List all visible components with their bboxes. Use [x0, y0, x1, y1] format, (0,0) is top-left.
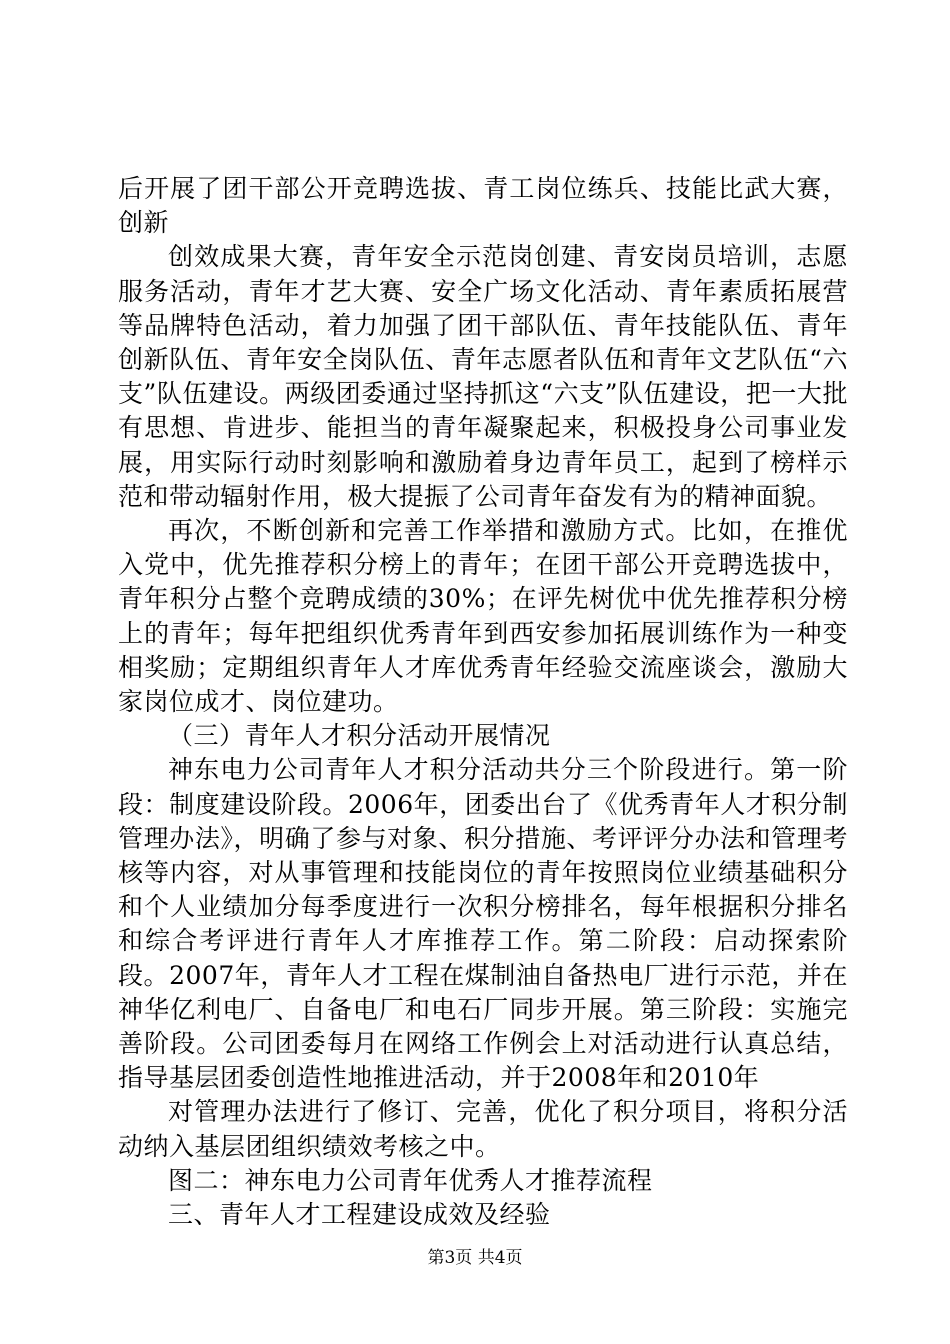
paragraph-1: 后开展了团干部公开竞聘选拔、青工岗位练兵、技能比武大赛，创新	[118, 174, 848, 238]
section-heading-3: （三）青年人才积分活动开展情况	[168, 721, 551, 751]
paragraph-3: 再次，不断创新和完善工作举措和激励方式。比如，在推优入党中，优先推荐积分榜上的青年；在团干部公开竞聘选拔中，青年积分占整个竞聘成绩的30%；在评先树优中优先推荐积分榜上的青年；每年把组织优秀青年到西安参加拓展训练作为一种变相奖励；定期组织青年人才库优秀青年经验交流座谈会，激励大家岗位成才、岗位建功。	[118, 516, 848, 717]
section-heading: 三、青年人才工程建设成效及经验	[168, 1200, 551, 1230]
figure-caption: 图二：神东电力公司青年优秀人才推荐流程	[168, 1165, 653, 1195]
page-footer: 第3页 共4页	[427, 1248, 523, 1268]
document-body	[118, 172, 848, 1232]
paragraph-5: 神东电力公司青年人才积分活动共分三个阶段进行。第一阶段：制度建设阶段。2006年，团委出台了《优秀青年人才积分制管理办法》，明确了参与对象、积分措施、考评评分办法和管理考核等内容，对从事管理和技能岗位的青年按照岗位业绩基础积分和个人业绩加分每季度进行一次积分榜排名，每年根据积分排名和综合考评进行青年人才库推荐工作。第二阶段：启动探索阶段。2007年，青年人才工程在煤制油自备热电厂进行示范，并在神华亿利电厂、自备电厂和电石厂同步开展。第三阶段：实施完善阶段。公司团委每月在网络工作例会上对活动进行认真总结，指导基层团委创造性地推进活动，并于2008年和2010年	[118, 755, 848, 1093]
paragraph-2: 创效成果大赛，青年安全示范岗创建、青安岗员培训，志愿服务活动，青年才艺大赛、安全广场文化活动、青年素质拓展营等品牌特色活动，着力加强了团干部队伍、青年技能队伍、青年创新队伍、青年安全岗队伍、青年志愿者队伍和青年文艺队伍“六支”队伍建设。两级团委通过坚持抓这“六支”队伍建设，把一大批有思想、肯进步、能担当的青年凝聚起来，积极投身公司事业发展，用实际行动时刻影响和激励着身边青年员工，起到了榜样示范和带动辐射作用，极大提振了公司青年奋发有为的精神面貌。	[118, 242, 848, 511]
paragraph-6: 对管理办法进行了修订、完善，优化了积分项目，将积分活动纳入基层团组织绩效考核之中。	[118, 1097, 848, 1161]
